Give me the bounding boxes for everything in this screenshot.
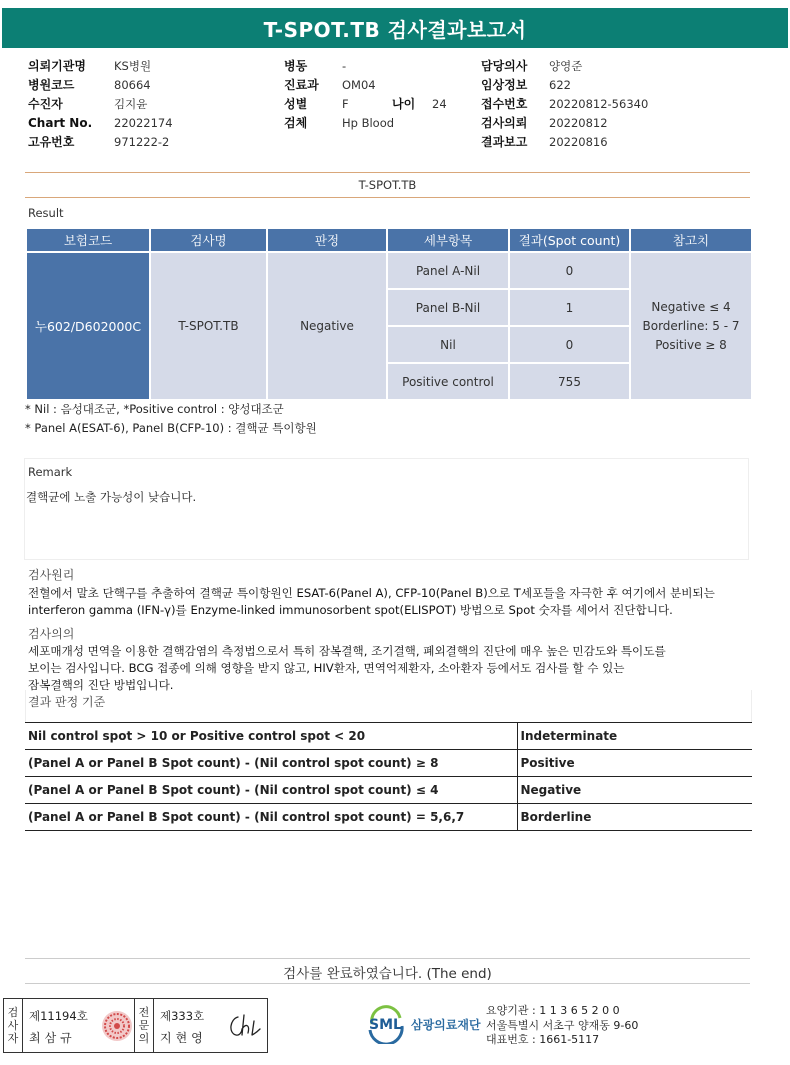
info-value: 971222-2	[114, 134, 170, 149]
test-name-cell: T-SPOT.TB	[150, 252, 267, 400]
info-col-3	[481, 56, 761, 151]
significance-line: 보이는 검사입니다. BCG 접종에 의해 영향을 받지 않고, HIV환자, 면역억제환자, 소아환자 등에서도 검사를 할 수 있는	[28, 661, 625, 675]
header-detail-item: 세부항목	[387, 228, 509, 252]
info-label: 검체	[284, 116, 308, 130]
info-label: 결과보고	[481, 135, 528, 149]
result-cell: 1	[509, 289, 630, 326]
header-result: 결과(Spot count)	[509, 228, 630, 252]
patient-info	[28, 56, 768, 152]
judgement-cell: Negative	[267, 252, 387, 400]
info-value: -	[342, 58, 347, 73]
result-cell: 0	[509, 326, 630, 363]
result-header-row	[26, 228, 752, 252]
info-row-doctor	[481, 56, 761, 75]
table-row	[25, 750, 752, 777]
principle-title: 검사원리	[28, 568, 75, 582]
info-label: 접수번호	[481, 97, 528, 111]
detail-item-cell: Nil	[387, 326, 509, 363]
examiner-label-char: 사	[7, 1019, 19, 1032]
end-text: 검사를 완료하였습니다. (The end)	[283, 966, 492, 982]
header-judgement: 판정	[267, 228, 387, 252]
examiner-license: 제11194호	[29, 1009, 88, 1023]
info-label: 성별	[284, 97, 308, 111]
section-divider-bottom	[25, 197, 750, 198]
info-col-2	[284, 56, 484, 132]
info-label: Chart No.	[28, 115, 93, 130]
signature-box	[3, 998, 268, 1053]
organization-info	[486, 1004, 638, 1048]
examiner-label-char: 자	[7, 1032, 19, 1045]
specialist-label-char: 의	[138, 1032, 150, 1045]
info-value: OM04	[342, 77, 376, 92]
table-row	[25, 804, 752, 831]
reference-cell	[630, 252, 752, 400]
table-row	[25, 723, 752, 750]
table-row	[26, 252, 752, 289]
principle-line: interferon gamma (IFN-γ)를 Enzyme-linked immunosorbent spot(ELISPOT) 방법으로 Spot 숫자를 세어서 진단합니다.	[28, 603, 673, 617]
header-reference: 참고치	[630, 228, 752, 252]
info-value: KS병원	[114, 58, 152, 73]
info-value: 20220812	[549, 115, 608, 130]
footer	[0, 996, 790, 1065]
info-row-clinical	[481, 75, 761, 94]
info-col-1	[28, 56, 268, 151]
specialist-label-char: 전	[138, 1006, 150, 1019]
criteria-condition: (Panel A or Panel B Spot count) - (Nil control spot count) ≥ 8	[25, 750, 517, 777]
section-divider-top	[25, 172, 750, 173]
section-header: T-SPOT.TB	[358, 178, 417, 192]
info-row-hospital-code	[28, 75, 268, 94]
info-label: 진료과	[284, 78, 319, 92]
org-address: 서울특별시 서초구 양재동 9-60	[486, 1018, 639, 1032]
criteria-result: Positive	[517, 750, 752, 777]
significance-text	[28, 643, 758, 694]
info-value: 622	[549, 77, 571, 92]
examiner-label	[4, 999, 23, 1052]
reference-borderline: Borderline: 5 - 7	[642, 318, 740, 333]
remark-box	[24, 458, 749, 560]
info-row-patient	[28, 94, 268, 113]
info-row-specimen	[284, 113, 484, 132]
info-label: 검사의뢰	[481, 116, 528, 130]
criteria-box	[25, 690, 752, 722]
info-label: 병원코드	[28, 78, 75, 92]
principle-line: 전혈에서 말초 단핵구를 추출하여 결핵균 특이항원인 ESAT-6(Panel A), CFP-10(Panel B)으로 T세포들을 자극한 후 여기에서 분비되는	[28, 586, 715, 600]
age-value: 24	[432, 96, 447, 111]
info-row-ward	[284, 56, 484, 75]
significance-line: 세포매개성 면역을 이용한 결핵감염의 측정법으로서 특히 잠복결핵, 조기결핵, 폐외결핵의 진단에 매우 높은 민감도와 특이도를	[28, 644, 666, 658]
info-row-request-date	[481, 113, 761, 132]
criteria-result: Indeterminate	[517, 723, 752, 750]
result-table	[25, 227, 753, 401]
reference-positive: Positive ≥ 8	[655, 337, 727, 352]
result-label: Result	[28, 206, 64, 220]
seal-icon	[101, 1010, 133, 1042]
header-insurance-code: 보험코드	[26, 228, 150, 252]
remark-text: 결핵균에 노출 가능성이 낮습니다.	[26, 490, 197, 504]
end-divider-top	[25, 958, 750, 959]
result-cell: 755	[509, 363, 630, 400]
org-phone: 대표번호 : 1661-5117	[486, 1033, 600, 1046]
info-label: 담당의사	[481, 59, 528, 73]
info-row-chart-no	[28, 113, 268, 132]
info-row-department	[284, 75, 484, 94]
age-label: 나이	[392, 97, 416, 111]
info-value: 80664	[114, 77, 151, 92]
info-label: 임상정보	[481, 78, 528, 92]
table-row	[25, 777, 752, 804]
criteria-condition: Nil control spot > 10 or Positive control spot < 20	[25, 723, 517, 750]
significance-title: 검사의의	[28, 627, 75, 641]
criteria-result: Borderline	[517, 804, 752, 831]
criteria-result: Negative	[517, 777, 752, 804]
info-row-institution	[28, 56, 268, 75]
info-value: 22022174	[114, 115, 173, 130]
signature-icon	[226, 1011, 262, 1041]
detail-item-cell: Panel A-Nil	[387, 252, 509, 289]
end-divider-bottom	[25, 983, 750, 984]
insurance-code-cell: 누602/D602000C	[26, 252, 150, 400]
info-row-sex-age	[284, 94, 484, 113]
info-label: 병동	[284, 59, 308, 73]
info-value: 김지윤	[114, 96, 148, 111]
principle-text	[28, 585, 758, 619]
examiner-name: 최삼규	[29, 1031, 76, 1045]
info-value: 20220816	[549, 134, 608, 149]
specialist-label-char: 문	[138, 1019, 150, 1032]
reference-negative: Negative ≤ 4	[651, 299, 731, 314]
info-value: 양영준	[549, 58, 583, 73]
info-row-receipt	[481, 94, 761, 113]
specialist-cell	[154, 999, 267, 1052]
logo-mark-text: SML	[369, 1017, 402, 1033]
logo-text: 삼광의료재단	[411, 1017, 481, 1032]
specialist-name: 지현영	[160, 1031, 207, 1045]
note-nil: * Nil : 음성대조군, *Positive control : 양성대조군	[25, 402, 284, 416]
detail-item-cell: Panel B-Nil	[387, 289, 509, 326]
result-cell: 0	[509, 252, 630, 289]
criteria-title: 결과 판정 기준	[28, 695, 106, 709]
specialist-label	[135, 999, 154, 1052]
significance-line: 잠복결핵의 진단 방법입니다.	[28, 678, 174, 692]
info-value: Hp Blood	[342, 115, 395, 130]
examiner-label-char: 검	[7, 1006, 19, 1019]
examiner-cell	[23, 999, 135, 1052]
info-label: 의뢰기관명	[28, 59, 86, 73]
header-test-name: 검사명	[150, 228, 267, 252]
info-value: F	[342, 96, 349, 111]
info-label: 수진자	[28, 97, 63, 111]
info-row-unique-id	[28, 132, 268, 151]
info-label: 고유번호	[28, 135, 75, 149]
sml-logo-icon	[366, 1004, 406, 1044]
note-panel: * Panel A(ESAT-6), Panel B(CFP-10) : 결핵균 특이항원	[25, 421, 317, 435]
criteria-table	[25, 722, 752, 831]
remark-title: Remark	[28, 465, 73, 479]
company-logo	[366, 1004, 481, 1044]
detail-item-cell: Positive control	[387, 363, 509, 400]
criteria-condition: (Panel A or Panel B Spot count) - (Nil control spot count) = 5,6,7	[25, 804, 517, 831]
org-code: 요양기관 : 1 1 3 6 5 2 0 0	[486, 1004, 620, 1017]
specialist-license: 제333호	[160, 1009, 205, 1023]
info-row-report-date	[481, 132, 761, 151]
report-title: T-SPOT.TB 검사결과보고서	[2, 8, 788, 48]
criteria-condition: (Panel A or Panel B Spot count) - (Nil control spot count) ≤ 4	[25, 777, 517, 804]
info-value: 20220812-56340	[549, 96, 649, 111]
